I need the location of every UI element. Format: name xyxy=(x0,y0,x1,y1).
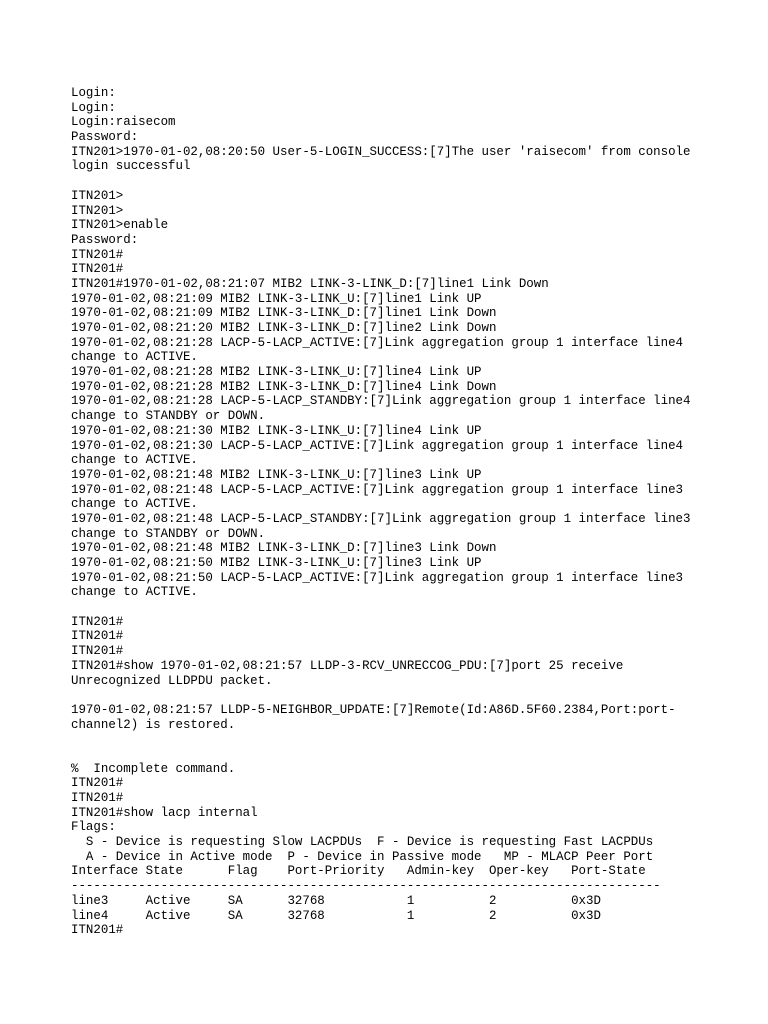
console-line: ITN201>1970-01-02,08:20:50 User-5-LOGIN_SUCCESS:[7]The user 'raisecom' from console xyxy=(71,144,691,159)
console-line: Flags: xyxy=(71,820,116,835)
blank-line xyxy=(71,732,761,747)
console-line: Login:raisecom xyxy=(71,115,176,130)
console-line: 1970-01-02,08:21:48 LACP-5-LACP_ACTIVE:[7]Link aggregation group 1 interface line3 xyxy=(71,482,684,497)
blank-line xyxy=(71,174,761,189)
console-line: ITN201>enable xyxy=(71,218,169,233)
console-line: A - Device in Active mode P - Device in Passive mode MP - MLACP Peer Port xyxy=(71,849,654,864)
console-line: 1970-01-02,08:21:28 MIB2 LINK-3-LINK_U:[7]line4 Link UP xyxy=(71,365,482,380)
console-line: 1970-01-02,08:21:48 LACP-5-LACP_STANDBY:[7]Link aggregation group 1 interface line3 xyxy=(71,511,691,526)
console-line: change to ACTIVE. xyxy=(71,453,198,468)
console-line: 1970-01-02,08:21:09 MIB2 LINK-3-LINK_U:[7]line1 Link UP xyxy=(71,291,482,306)
console-line: change to ACTIVE. xyxy=(71,585,198,600)
console-line: channel2) is restored. xyxy=(71,717,236,732)
console-line: S - Device is requesting Slow LACPDUs F - Device is requesting Fast LACPDUs xyxy=(71,835,654,850)
blank-line xyxy=(71,688,761,703)
console-line: Password: xyxy=(71,232,139,247)
console-line: 1970-01-02,08:21:48 MIB2 LINK-3-LINK_U:[7]line3 Link UP xyxy=(71,467,482,482)
console-line: ITN201# xyxy=(71,776,124,791)
console-line: Login: xyxy=(71,86,116,100)
console-line: ITN201> xyxy=(71,203,124,218)
console-line: Password: xyxy=(71,130,139,145)
console-line: ITN201# xyxy=(71,247,124,262)
console-line: change to ACTIVE. xyxy=(71,350,198,365)
console-line: login successful xyxy=(71,159,191,174)
console-line: ITN201# xyxy=(71,629,124,644)
console-line: Unrecognized LLDPDU packet. xyxy=(71,673,273,688)
console-line: 1970-01-02,08:21:28 LACP-5-LACP_STANDBY:[7]Link aggregation group 1 interface line4 xyxy=(71,394,691,409)
console-line: 1970-01-02,08:21:28 LACP-5-LACP_ACTIVE:[7]Link aggregation group 1 interface line4 xyxy=(71,335,684,350)
table-header: Interface State Flag Port-Priority Admin-key Oper-key Port-State xyxy=(71,864,646,879)
table-row: line3 Active SA 32768 1 2 0x3D xyxy=(71,893,601,908)
terminal-output xyxy=(71,86,761,938)
console-line: Login: xyxy=(71,100,116,115)
console-line: 1970-01-02,08:21:30 LACP-5-LACP_ACTIVE:[7]Link aggregation group 1 interface line4 xyxy=(71,438,684,453)
console-line: 1970-01-02,08:21:09 MIB2 LINK-3-LINK_D:[7]line1 Link Down xyxy=(71,306,497,321)
console-line: 1970-01-02,08:21:50 LACP-5-LACP_ACTIVE:[7]Link aggregation group 1 interface line3 xyxy=(71,570,684,585)
console-line: ITN201#show lacp internal xyxy=(71,805,258,820)
table-divider: ------------------------------------------------------------------------------- xyxy=(71,879,661,894)
blank-line xyxy=(71,747,761,762)
console-line: % Incomplete command. xyxy=(71,761,236,776)
table-row: line4 Active SA 32768 1 2 0x3D xyxy=(71,908,601,923)
console-line: ITN201# xyxy=(71,791,124,805)
console-line: 1970-01-02,08:21:57 LLDP-5-NEIGHBOR_UPDATE:[7]Remote(Id:A86D.5F60.2384,Port:port- xyxy=(71,702,676,717)
console-line: ITN201#1970-01-02,08:21:07 MIB2 LINK-3-LINK_D:[7]line1 Link Down xyxy=(71,276,549,291)
console-line: 1970-01-02,08:21:48 MIB2 LINK-3-LINK_D:[7]line3 Link Down xyxy=(71,541,497,556)
console-line: 1970-01-02,08:21:28 MIB2 LINK-3-LINK_D:[7]line4 Link Down xyxy=(71,379,497,394)
console-line: 1970-01-02,08:21:20 MIB2 LINK-3-LINK_D:[7]line2 Link Down xyxy=(71,321,497,335)
console-prompt: ITN201# xyxy=(71,923,124,938)
console-line: 1970-01-02,08:21:30 MIB2 LINK-3-LINK_U:[7]line4 Link UP xyxy=(71,423,482,438)
console-line: ITN201#show 1970-01-02,08:21:57 LLDP-3-RCV_UNRECCOG_PDU:[7]port 25 receive xyxy=(71,658,624,673)
console-line: ITN201> xyxy=(71,188,124,203)
console-line: ITN201# xyxy=(71,614,124,629)
console-line: 1970-01-02,08:21:50 MIB2 LINK-3-LINK_U:[7]line3 Link UP xyxy=(71,556,482,570)
console-line: change to STANDBY or DOWN. xyxy=(71,526,266,541)
console-line: change to STANDBY or DOWN. xyxy=(71,409,266,424)
console-line: ITN201# xyxy=(71,644,124,659)
console-line: ITN201# xyxy=(71,262,124,277)
console-line: change to ACTIVE. xyxy=(71,497,198,512)
blank-line xyxy=(71,600,761,615)
